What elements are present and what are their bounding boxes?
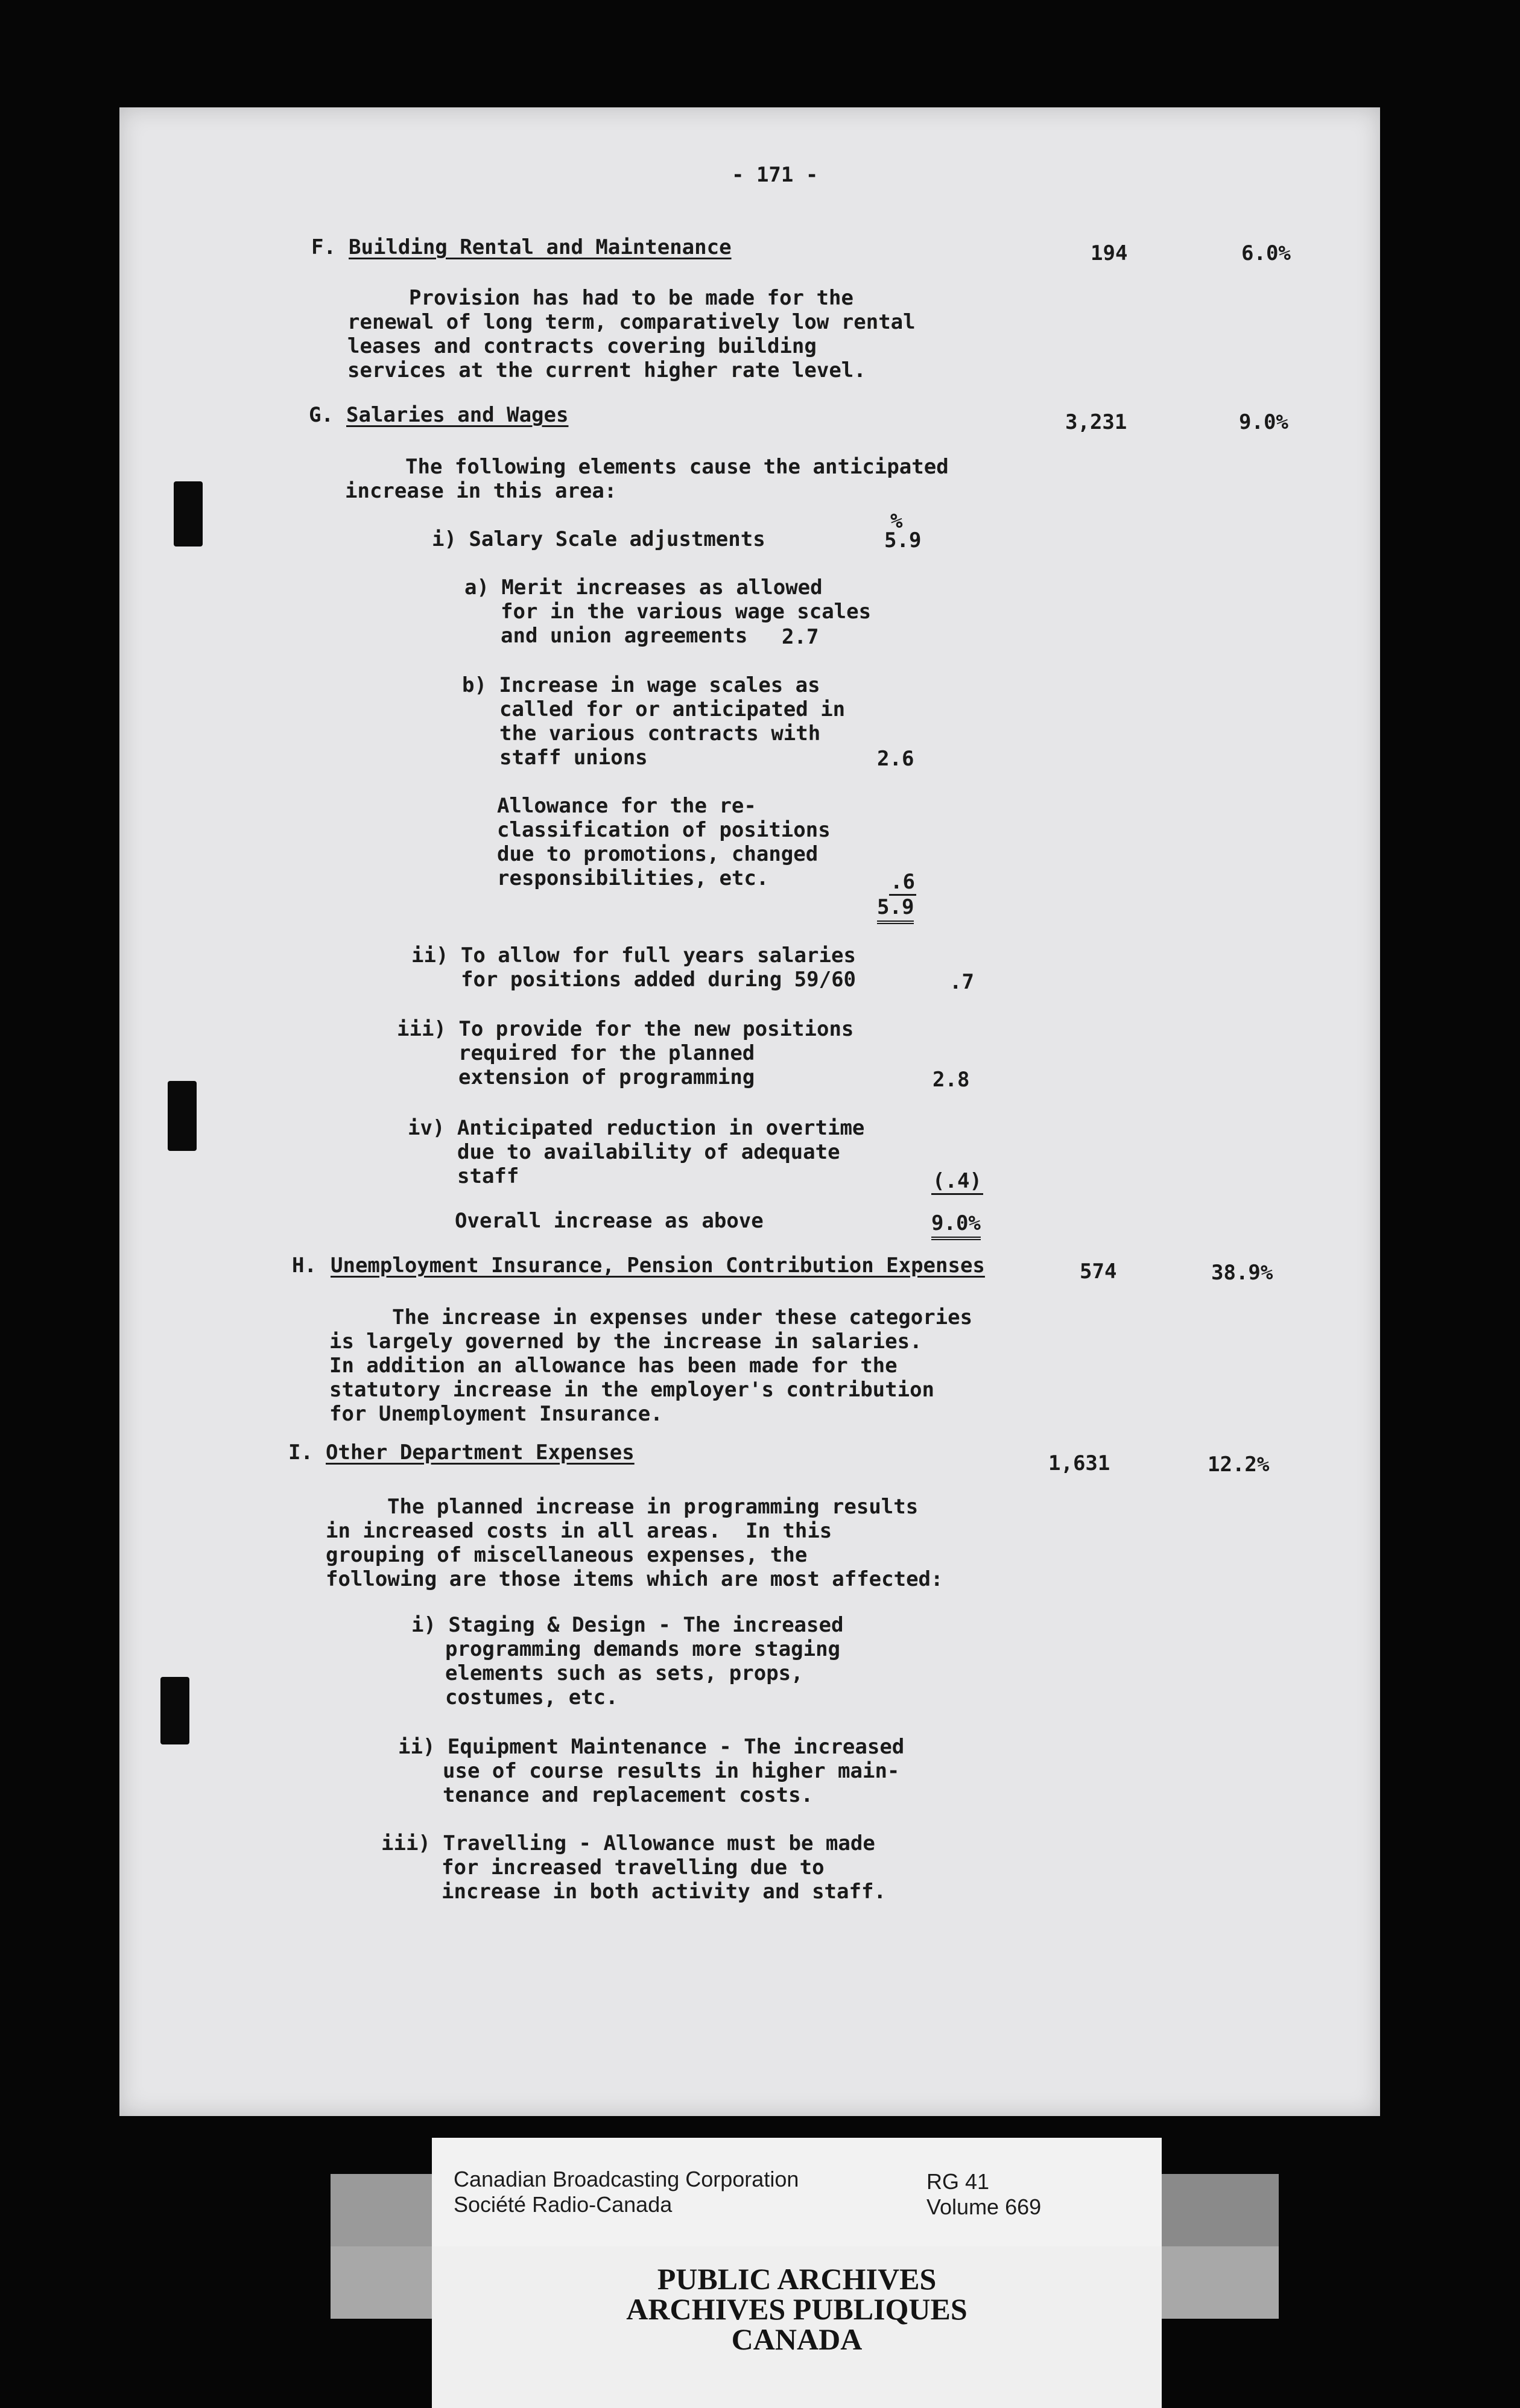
section-f-body-4: services at the current higher rate level.	[347, 358, 866, 382]
section-g-letter: G.	[309, 403, 334, 427]
section-i-percent: 12.2%	[1208, 1453, 1270, 1477]
g-item-c-line-3: due to promotions, changed	[497, 842, 819, 866]
section-f-percent: 6.0%	[1241, 241, 1291, 265]
section-f-body-2: renewal of long term, comparatively low rental	[347, 310, 916, 334]
section-h-body-1: The increase in expenses under these categories	[392, 1305, 973, 1329]
label-volume: Volume 669	[926, 2194, 1042, 2219]
section-h-letter: H.	[292, 1253, 317, 1278]
g-item-a-line-1: a) Merit increases as allowed	[464, 575, 823, 600]
g-item-c-line-1: Allowance for the re-	[497, 794, 756, 818]
section-h-percent: 38.9%	[1211, 1261, 1273, 1285]
percent-column-header: %	[890, 509, 903, 533]
i-item-ii-line-3: tenance and replacement costs.	[443, 1783, 814, 1807]
label-org-en: Canadian Broadcasting Corporation	[454, 2167, 799, 2191]
i-item-i-line-2: programming demands more staging	[445, 1637, 841, 1661]
g-item-iii-value: 2.8	[933, 1068, 970, 1092]
i-item-iii-line-3: increase in both activity and staff.	[442, 1880, 886, 1904]
label-rg: RG 41	[926, 2169, 990, 2194]
g-item-c-value: .6	[889, 870, 916, 896]
g-item-c-line-2: classification of positions	[497, 818, 831, 842]
section-h-body-5: for Unemployment Insurance.	[329, 1402, 663, 1426]
g-item-b-value: 2.6	[877, 747, 914, 771]
g-item-a-value: 2.7	[782, 625, 819, 649]
i-item-i-line-4: costumes, etc.	[445, 1685, 618, 1709]
section-i-body-4: following are those items which are most affected:	[326, 1567, 943, 1591]
section-h-heading: Unemployment Insurance, Pension Contribution Expenses	[331, 1253, 985, 1278]
g-overall-label: Overall increase as above	[455, 1209, 764, 1233]
section-h-body-2: is largely governed by the increase in salaries.	[329, 1329, 922, 1354]
binder-mark-middle	[168, 1081, 197, 1151]
g-item-b-line-4: staff unions	[499, 746, 648, 770]
g-item-ii-line-1: ii) To allow for full years salaries	[411, 943, 856, 968]
stamp-line-1: PUBLIC ARCHIVES	[657, 2262, 937, 2296]
g-item-i-value: 5.9	[884, 528, 922, 553]
section-f-letter: F.	[311, 235, 336, 259]
section-g-intro-1: The following elements cause the anticipated	[405, 455, 949, 479]
section-h-body-4: statutory increase in the employer's contribution	[329, 1378, 935, 1402]
section-f-body-1: Provision has had to be made for the	[409, 286, 853, 310]
binder-mark-top	[174, 481, 203, 547]
section-h-body-3: In addition an allowance has been made for the	[329, 1354, 898, 1378]
section-h-amount: 574	[1080, 1259, 1117, 1284]
i-item-i-line-3: elements such as sets, props,	[445, 1661, 803, 1685]
g-item-a-line-2: for in the various wage scales	[501, 600, 872, 624]
section-g-percent: 9.0%	[1239, 410, 1288, 434]
section-f-amount: 194	[1091, 241, 1128, 265]
section-i-body-1: The planned increase in programming results	[387, 1495, 919, 1519]
g-item-iii-line-3: extension of programming	[458, 1065, 755, 1089]
stamp-line-3: CANADA	[731, 2322, 863, 2356]
document-page	[119, 107, 1380, 2116]
g-subtotal-value: 5.9	[877, 895, 914, 924]
g-item-iv-line-3: staff	[457, 1164, 519, 1188]
page-number: - 171 -	[732, 163, 819, 187]
g-item-iv-value: (.4)	[931, 1169, 983, 1195]
binder-mark-bottom	[160, 1677, 189, 1744]
g-item-i-label: i) Salary Scale adjustments	[432, 527, 765, 551]
i-item-ii-line-1: ii) Equipment Maintenance - The increased	[398, 1735, 905, 1759]
archive-label-card	[432, 2138, 1162, 2246]
section-i-heading: Other Department Expenses	[326, 1440, 635, 1465]
g-item-iii-line-1: iii) To provide for the new positions	[397, 1017, 854, 1041]
g-item-b-line-1: b) Increase in wage scales as	[462, 673, 820, 697]
section-i-body-3: grouping of miscellaneous expenses, the	[326, 1543, 808, 1567]
g-item-ii-line-2: for positions added during 59/60	[461, 968, 857, 992]
g-item-b-line-3: the various contracts with	[499, 721, 821, 746]
g-item-iv-line-2: due to availability of adequate	[457, 1140, 840, 1164]
label-frame-right	[1161, 2174, 1279, 2246]
g-item-iii-line-2: required for the planned	[458, 1041, 755, 1065]
section-i-body-2: in increased costs in all areas. In this	[326, 1519, 832, 1543]
g-item-b-line-2: called for or anticipated in	[499, 697, 846, 721]
g-item-ii-value: .7	[949, 970, 974, 994]
label-org-fr: Société Radio-Canada	[454, 2192, 673, 2217]
section-f-body-3: leases and contracts covering building	[347, 334, 817, 358]
g-overall-value: 9.0%	[931, 1211, 981, 1240]
label-frame-left	[331, 2174, 433, 2246]
section-f-heading: Building Rental and Maintenance	[349, 235, 732, 259]
section-g-intro-2: increase in this area:	[345, 479, 617, 503]
section-g-heading: Salaries and Wages	[346, 403, 569, 427]
i-item-iii-line-2: for increased travelling due to	[442, 1855, 825, 1880]
section-i-amount: 1,631	[1048, 1451, 1110, 1475]
i-item-i-line-1: i) Staging & Design - The increased	[411, 1613, 844, 1637]
section-g-amount: 3,231	[1065, 410, 1127, 434]
archive-stamp-card	[432, 2246, 1162, 2408]
section-i-letter: I.	[288, 1440, 313, 1465]
i-item-ii-line-2: use of course results in higher main-	[443, 1759, 900, 1783]
stamp-line-2: ARCHIVES PUBLIQUES	[626, 2292, 967, 2326]
g-item-a-line-3: and union agreements	[501, 624, 748, 648]
g-item-iv-line-1: iv) Anticipated reduction in overtime	[408, 1116, 865, 1140]
g-item-c-line-4: responsibilities, etc.	[497, 866, 769, 890]
i-item-iii-line-1: iii) Travelling - Allowance must be made	[381, 1831, 875, 1855]
